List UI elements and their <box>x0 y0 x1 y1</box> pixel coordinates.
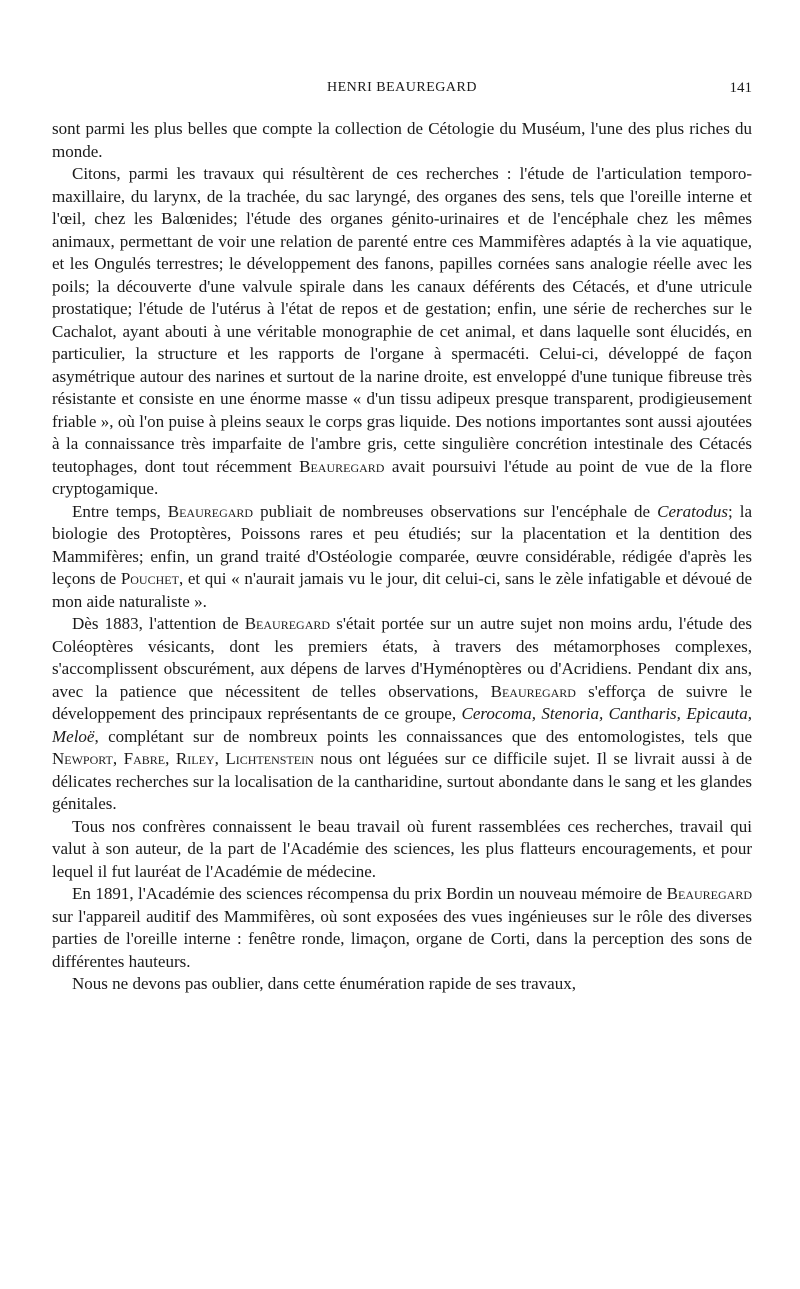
italic-term: Cerocoma, Stenoria, Cantharis, Epicauta, Meloë <box>52 704 752 746</box>
running-head <box>52 80 752 104</box>
running-title: HENRI BEAUREGARD <box>327 80 477 95</box>
small-caps-name: Beauregard <box>666 884 752 903</box>
paragraph <box>52 118 752 163</box>
small-caps-name: Beauregard <box>244 614 331 633</box>
text-run: Dès 1883, l'attention de <box>72 614 245 633</box>
text-run: sont parmi les plus belles que compte la collection de Cétologie du Muséum, l'une des plus riches du monde. <box>52 119 752 161</box>
text-run: , complétant sur de nombreux points les connaissances que des entomologistes, tels que <box>94 726 752 746</box>
text-run: ; la biologie des Protoptères, Poissons rares et peu étudiés; sur la placentation et la dentition des Mammifères; enfin, un grand traité d'Ostéologie comparée, œuvre considérable, rédigée d'après les leçons de <box>52 501 753 588</box>
italic-term: Ceratodus <box>657 501 728 521</box>
text-run: publiait de nombreuses observations sur l'encéphale de <box>253 501 658 521</box>
text-run: Tous nos confrères connaissent le beau travail où furent rassemblées ces recherches, travail qui valut à son auteur, de la part de l'Académie des sciences, les plus flatteurs encouragements, et pour lequel il fut lauréat de l'Académie de médecine. <box>52 816 752 881</box>
small-caps-name: Pouchet <box>120 569 179 588</box>
text-run: s'était portée sur un autre sujet non moins ardu, l'étude des Coléoptères vésicants, dont les premiers états, à travers des métamorphoses complexes, s'accomplissent obscurément, aux dépens de larves d'Hyménoptères ou d'Acridiens. Pendant dix ans, avec la patience que nécessitent de telles observations, <box>52 614 752 701</box>
paragraph <box>52 973 752 996</box>
small-caps-name: Beauregard <box>299 456 385 476</box>
text-run: Nous ne devons pas oublier, dans cette énumération rapide de ses travaux, <box>72 974 576 993</box>
paragraph <box>52 613 752 816</box>
small-caps-name: Newport, Fabre, Riley, Lichtenstein <box>52 749 314 768</box>
text-run: En 1891, l'Académie des sciences récompensa du prix Bordin un nouveau mémoire de <box>72 884 667 903</box>
text-run: , et qui « n'aurait jamais vu le jour, dit celui-ci, sans le zèle infatigable et dévoué de mon aide naturaliste ». <box>52 569 752 611</box>
paragraph <box>52 501 752 614</box>
text-run: Citons, parmi les travaux qui résultèrent de ces recherches : l'étude de l'articulation temporo-maxillaire, du larynx, de la trachée, du sac laryngé, des organes des sens, tels que l'oreille interne et l'œil, chez les Balœnides; l'étude des organes génito-urinaires et de l'encéphale chez les mêmes animaux, permettant de voir une relation de parenté entre ces Mammifères adaptés à la vie aquatique, et les Ongulés terrestres; le développement des fanons, papilles cornées sans analogie réelle avec les poils; la découverte d'une valvule spirale dans les canaux déférents des Cétacés, et d'une utricule prostatique; l'étude de l'utérus à l'état de repos et de gestation; enfin, une série de recherches sur le Cachalot, ayant abouti à une véritable monographie de cet animal, et dans laquelle sont élucidés, en particulier, la structure et les rapports de l'organe à spermacéti. Celui-ci, développé de façon asymétrique autour des narines et surtout de la narine droite, est enveloppé d'une tunique fibreuse très résistante et consiste en une énorme masse « d'un tissu adipeux presque transparent, prodigieusement friable », où l'on puise à pleins seaux le corps gras liquide. Des notions importantes sont aussi ajoutées à la connaissance très imparfaite de l'ambre gris, cette singulière concrétion intestinale des Cétacés teutophages, dont tout récemment <box>52 164 752 476</box>
paragraph <box>52 883 752 973</box>
text-run: nous ont léguées sur ce difficile sujet. Il se livrait aussi à de délicates recherches sur la localisation de la cantharidine, surtout abondante dans le sang et les glandes génitales. <box>52 749 752 813</box>
paragraph <box>52 163 752 501</box>
body-text <box>52 118 752 996</box>
text-run: avait poursuivi l'étude au point de vue de la flore cryptogamique. <box>52 456 752 498</box>
small-caps-name: Beauregard <box>167 501 254 521</box>
text-run: s'efforça de suivre le développement des principaux représentants de ce groupe, <box>52 681 752 723</box>
paragraph <box>52 816 752 884</box>
text-run: Entre temps, <box>72 501 168 521</box>
text-run: sur l'appareil auditif des Mammifères, où sont exposées des vues ingénieuses sur le rôle des diverses parties de l'oreille interne : fenêtre ronde, limaçon, organe de Corti, dans la perception des sons de différentes hauteurs. <box>52 906 752 971</box>
page-number: 141 <box>729 80 752 96</box>
small-caps-name: Beauregard <box>490 681 576 701</box>
